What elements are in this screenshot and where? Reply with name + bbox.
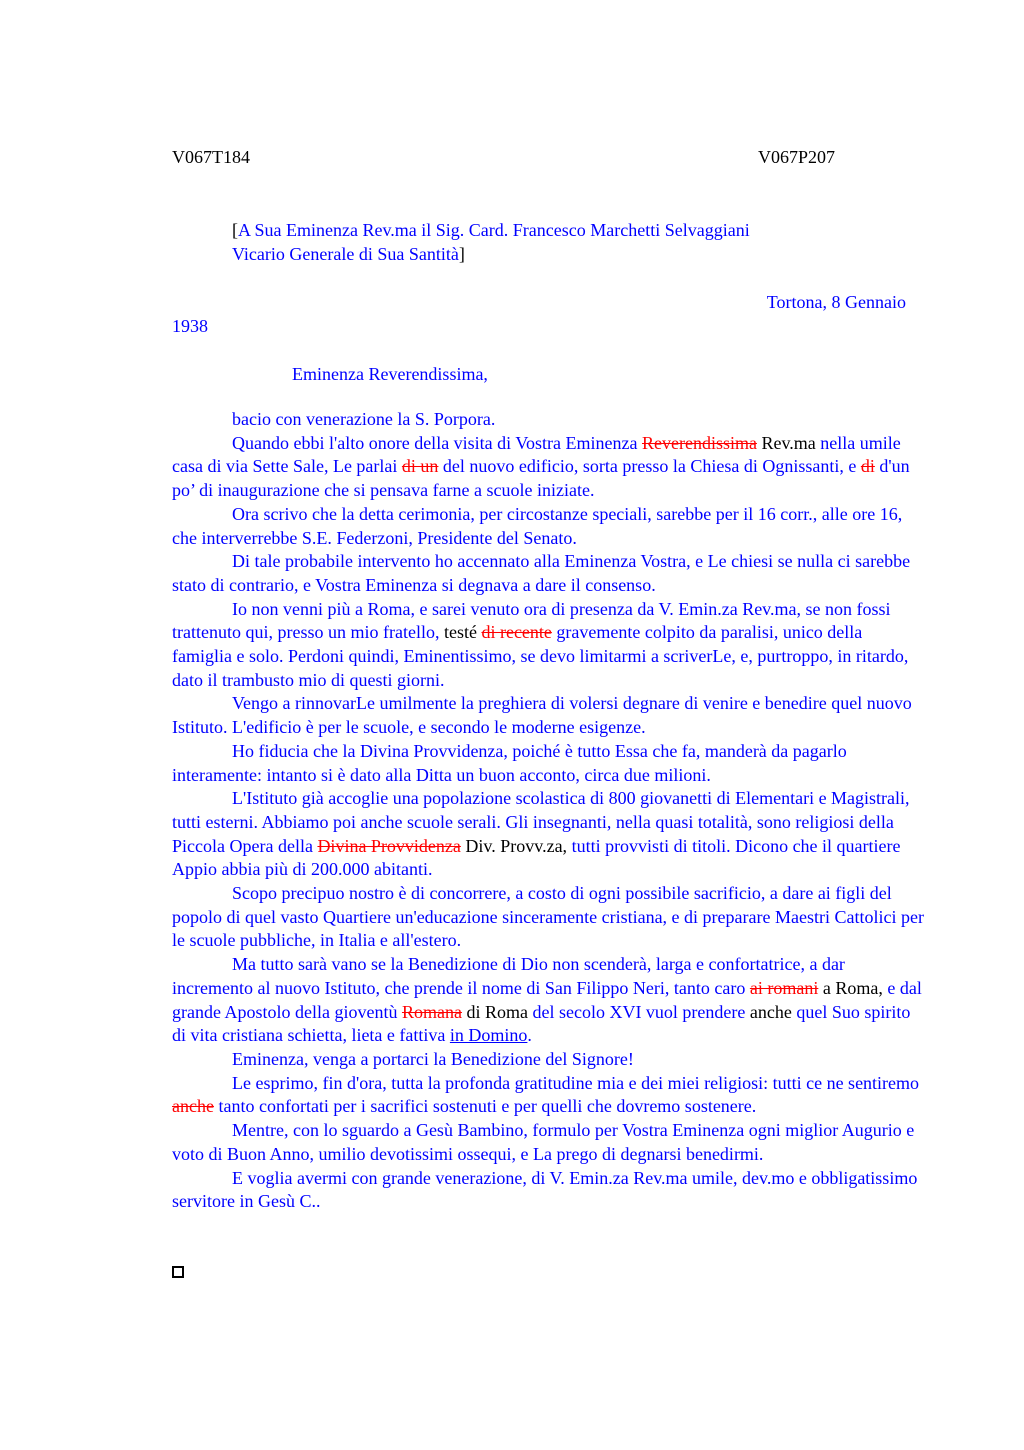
salutation: Eminenza Reverendissima, [292,364,488,384]
document-code-right: V067P207 [758,147,836,167]
letter-body [172,408,926,1214]
document-code-left: V067T184 [172,147,250,167]
deleted-text: di recente [481,622,552,643]
inserted-text: a Roma, [818,977,883,998]
address-line-1: A Sua Eminenza Rev.ma il Sig. Card. Francesco Marchetti Selvaggiani [238,220,750,240]
address-close-bracket: ] [458,244,465,264]
paragraph-0: bacio con venerazione la S. Porpora. [232,409,496,429]
deleted-text: Divina Provvidenza [317,835,461,856]
paragraph-3: Di tale probabile intervento ho accennato alla Eminenza Vostra, e Le chiesi se nulla ci sarebbe stato di contrario, e Vostra Eminenza si degnava a dare il consenso. [172,551,911,595]
date-place: Tortona, 8 Gennaio [766,292,906,312]
deleted-text: Reverendissima [641,432,757,453]
inserted-text: di Roma [461,1001,528,1022]
letter-date [172,290,906,338]
address-line-2: Vicario Generale di Sua Santità [232,244,459,264]
paragraph-12: Mentre, con lo sguardo a Gesù Bambino, formulo per Vostra Eminenza ogni miglior Augurio e voto di Buon Anno, umilio devotissimi ossequi, e La prego di degnarsi benedirmi. [172,1120,915,1164]
deleted-text: di [860,456,875,477]
paragraph-1: Quando ebbi l'alto onore della visita di Vostra Eminenza Reverendissima Rev.ma nella umile casa di via Sette Sale, Le parlai di un del nuovo edificio, sorta presso la Chiesa di Ognissanti, e di d'un po’ di inaugurazione che si pensava farne a scuole iniziate. [172,432,910,501]
paragraph-6: Ho fiducia che la Divina Provvidenza, poiché è tutto Essa che fa, manderà da pagarlo interamente: intanto si è dato alla Ditta un buon acconto, circa due milioni. [172,740,847,785]
date-year: 1938 [172,316,208,336]
paragraph-7: L'Istituto già accoglie una popolazione scolastica di 800 giovanetti di Elementari e Magistrali, tutti esterni. Abbiamo poi anche scuole serali. Gli insegnanti, nella quasi totalità, sono religiosi della Piccola Opera della Divina Provvidenza Div. Provv.za, tutti provvisti di titoli. Dicono che il quartiere Appio abbia più di 200.000 abitanti. [172,788,910,880]
recipient-address [232,218,932,266]
inserted-text: Rev.ma [756,432,816,453]
paragraph-2: Ora scrivo che la detta cerimonia, per circostanze speciali, sarebbe per il 16 corr., alle ore 16, che interverrebbe S.E. Federzoni, Presidente del Senato. [172,503,903,548]
deleted-text: di un [401,456,439,477]
paragraph-13: E voglia avermi con grande venerazione, di V. Emin.za Rev.ma umile, dev.mo e obbligatissimo servitore in Gesù C.. [172,1167,918,1212]
paragraph-10: Eminenza, venga a portarci la Benedizione del Signore! [232,1048,634,1069]
underlined-text: in Domino [449,1025,528,1046]
deleted-text: Romana [401,1001,462,1022]
paragraph-5: Vengo a rinnovarLe umilmente la preghiera di volersi degnare di venire e benedire quel nuovo Istituto. L'edificio è per le scuole, e secondo le moderne esigenze. [172,693,912,738]
deleted-text: ai romani [749,977,819,998]
inserted-text: Div. Provv.za, [460,835,568,856]
paragraph-9: Ma tutto sarà vano se la Benedizione di Dio non scenderà, larga e confortatrice, a dar incremento al nuovo Istituto, che prende il nome di San Filippo Neri, tanto caro ai romani a Roma, e dal grande Apostolo della gioventù Romana di Roma del secolo XVI vuol prendere anche quel Suo spirito di vita cristiana schietta, lieta e fattiva in Domino. [172,954,922,1046]
paragraph-4: Io non venni più a Roma, e sarei venuto ora di presenza da V. Emin.za Rev.ma, se non fossi trattenuto qui, presso un mio fratello, testé di recente gravemente colpito da paralisi, unico della famiglia e solo. Perdoni quindi, Eminentissimo, se devo limitarmi a scriverLe, e, purtroppo, in ritardo, dato il trambusto mio di questi giorni. [172,598,909,690]
paragraph-8: Scopo precipuo nostro è di concorrere, a costo di ogni possibile sacrificio, a dare ai figli del popolo di quel vasto Quartiere un'educazione sinceramente cristiana, e di preparare Maestri Cattolici per le scuole pubbliche, in Italia e all'estero. [172,883,924,951]
address-open-bracket: [ [232,220,238,240]
deleted-text: anche [172,1096,214,1117]
end-square-marker [172,1266,184,1278]
inserted-text: testé [443,622,477,643]
paragraph-11: Le esprimo, fin d'ora, tutta la profonda gratitudine mia e dei miei religiosi: tutti ce ne sentiremo anche tanto confortati per i sacrifici sostenuti e per quelli che dovremo sostenere. [172,1072,920,1117]
inserted-text: anche [749,1001,792,1022]
